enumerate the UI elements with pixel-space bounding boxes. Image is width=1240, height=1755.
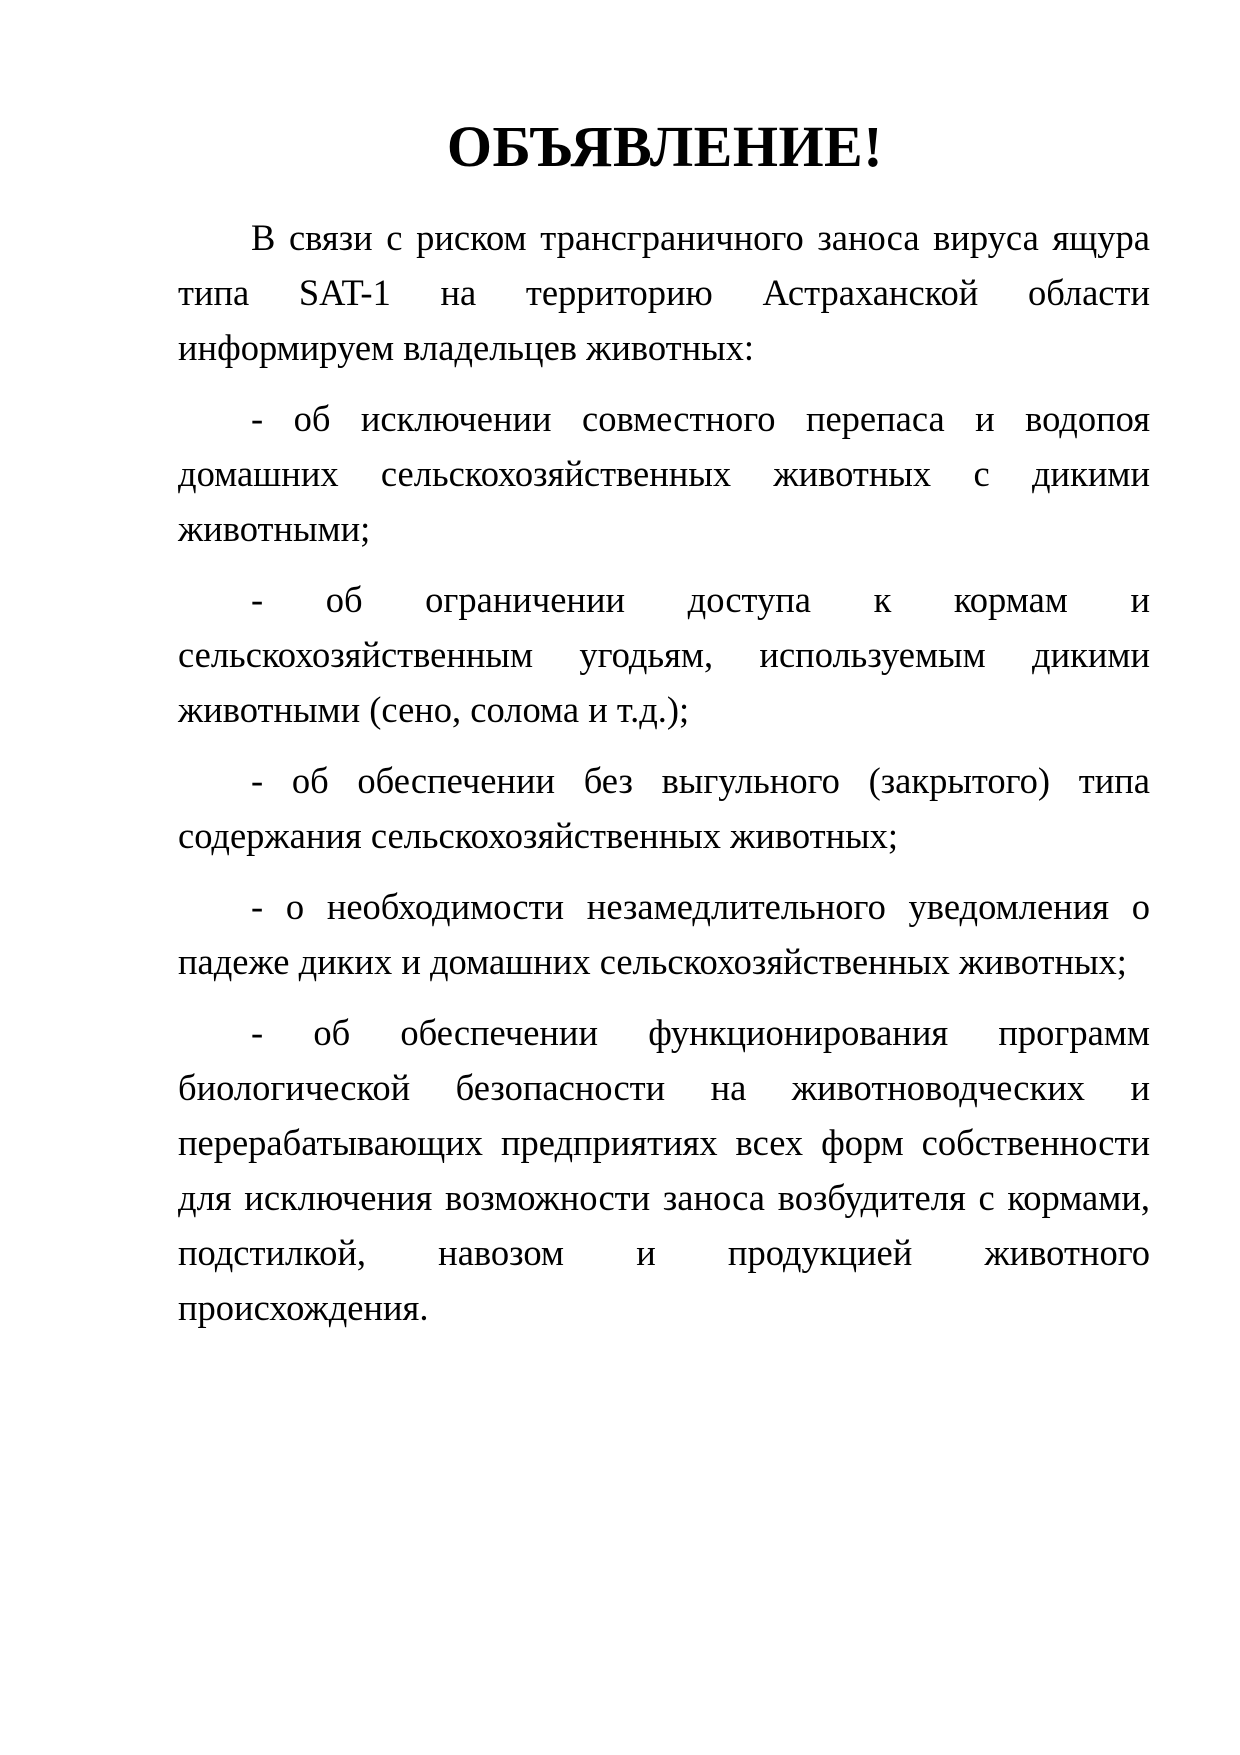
intro-paragraph: В связи с риском трансграничного заноса вируса ящура типа SAT-1 на территорию Астраханской области информируем владельцев животных: xyxy=(178,217,1150,368)
page-title: ОБЪЯВЛЕНИЕ! xyxy=(446,114,884,179)
announcement-body xyxy=(178,210,1150,1351)
list-item: - об обеспечении без выгульного (закрытого) типа содержания сельскохозяйственных животных; xyxy=(178,760,1150,856)
list-item: - об ограничении доступа к кормам и сельскохозяйственным угодьям, используемым дикими животными (сено, солома и т.д.); xyxy=(178,579,1150,730)
list-item: - об исключении совместного перепаса и водопоя домашних сельскохозяйственных животных с дикими животными; xyxy=(178,398,1150,549)
list-item: - об обеспечении функционирования программ биологической безопасности на животноводческих и перерабатывающих предприятиях всех форм собственности для исключения возможности заноса возбудителя с кормами, подстилкой, навозом и продукцией животного происхождения. xyxy=(178,1012,1150,1328)
list-item: - о необходимости незамедлительного уведомления о падеже диких и домашних сельскохозяйственных животных; xyxy=(178,886,1150,982)
